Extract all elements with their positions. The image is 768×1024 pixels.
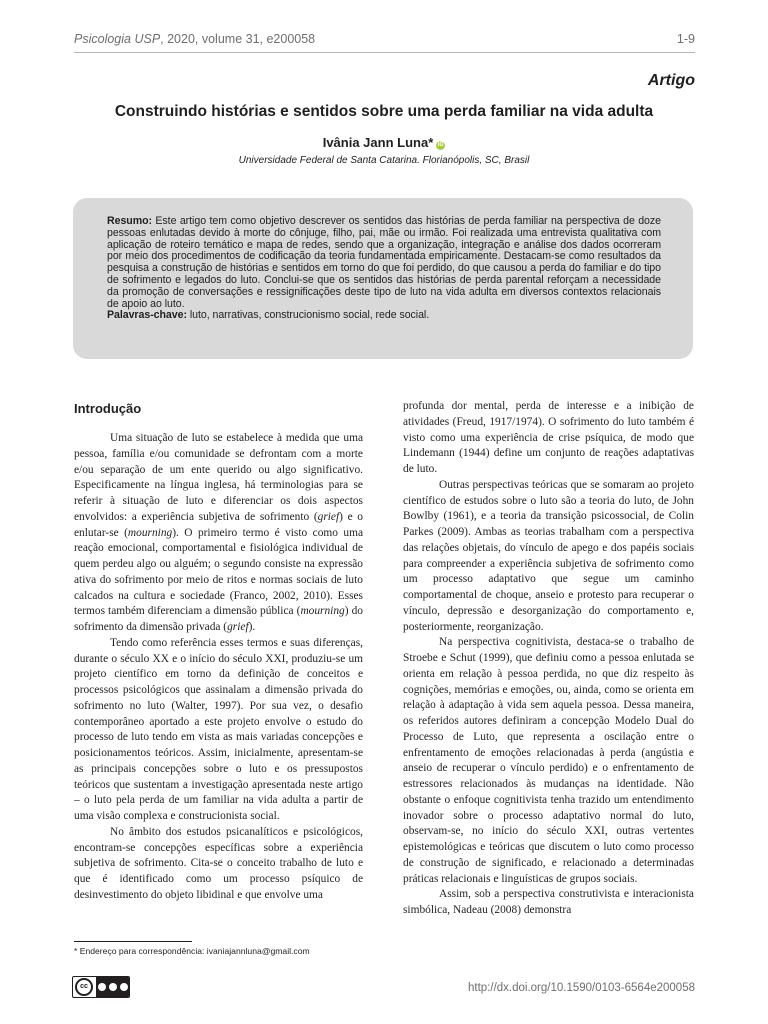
text-run: Uma situação de luto se estabelece à medida que uma pessoa, família e/ou comunidade se defrontam com a morte e/ou separação de um ente querido ou algo significativo. Especificamente na língua inglesa, há terminologias para se referir à situação de luto e diferenciar os dois aspectos envolvidos: a experiência subjetiva de sofrimento ( <box>74 432 363 523</box>
citation-details: , 2020, volume 31, e200058 <box>160 32 316 46</box>
page-range: 1-9 <box>676 32 695 46</box>
term-mourning: mourning <box>300 605 345 618</box>
nc-icon <box>109 983 117 991</box>
author-affiliation: Universidade Federal de Santa Catarina. Florianópolis, SC, Brasil <box>238 155 530 166</box>
nd-icon <box>120 983 128 991</box>
term-grief: grief <box>227 621 249 633</box>
abstract-body: Este artigo tem como objetivo descrever os sentidos das histórias de perda familiar na perspectiva de doze pessoas enlutadas devido à morte do cônjuge, filho, pai, mãe ou irmão. Foi realizada uma entrevista qualitativa com aplicação de roteiro temático e mapa de redes, sendo que a organização, integração e análise dos dados ocorreram por meio dos procedimentos de codificação da teoria fundamentada empiricamente. Destacam-se como resultados da pesquisa a construção de histórias e sentidos em torno do que foi perdido, do que causou a perda do familiar e do tipo de sofrimento e legados do luto. Conclui-se que os sentidos das histórias de perda parental reforçam a necessidade da promoção de conversações e ressignificações deste tipo de luto na vida adulta em diversos contextos relacionais de apoio ao luto. <box>107 215 661 310</box>
term-grief: grief <box>317 510 340 523</box>
by-icon <box>98 983 106 991</box>
author-name: Ivânia Jann Luna* <box>322 135 434 150</box>
journal-name: Psicologia USP <box>74 32 161 46</box>
cc-logo: cc <box>75 978 93 996</box>
abstract-label: Resumo: <box>107 215 152 227</box>
abstract-box <box>73 198 693 359</box>
footnote-rule <box>74 941 192 942</box>
paragraph: Outras perspectivas teóricas que se somaram ao projeto científico de estudos sobre o luto são a teoria do luto, de John Bowlby (1961), e a teoria da transição psicossocial, de Colin Parkes (2009). Ambas as teorias trabalham com a perspectiva das relações objetais, do vínculo de apego e dos papéis sociais para compreender a experiência subjetiva de sofrimento como um processo adaptativo que segue um caminho comportamental de choque, anseio e protesto para recuperar o vínculo, depressão e desorganização do comportamento e, posteriormente, reorganização. <box>403 478 694 633</box>
text-run: ). <box>248 621 256 633</box>
running-header-citation <box>74 32 315 46</box>
text-run: ). O primeiro termo é visto como uma reação emocional, comportamental e fisiológica individual de quem perdeu algo ou alguém; o segundo consiste na expressão ativa do sofrimento por meio de ritos e normas sociais de luto calcados na cultura e sociedade (Franco, 2002, 2010). Esses termos também diferenciam a dimensão pública ( <box>74 526 363 618</box>
header-rule <box>74 52 695 53</box>
keywords-list: luto, narrativas, construcionismo social, rede social. <box>186 309 430 322</box>
paragraph: No âmbito dos estudos psicanalíticos e psicológicos, encontram-se concepções específicas sobre a experiência subjetiva de sofrimento. Cita-se o conceito trabalho de luto e que é identificado como um processo psíquico de desinvestimento do objeto libidinal e que envolve uma <box>74 825 363 901</box>
paragraph: profunda dor mental, perda de interesse e a inibição de atividades (Freud, 1917/1974). O sofrimento do luto também é visto como uma experiência de crise psíquica, de modo que Lindemann (1944) define um conjunto de reações adaptativas de luto. <box>403 400 694 475</box>
cc-by-nc-nd-icon[interactable] <box>72 976 130 998</box>
article-title: Construindo histórias e sentidos sobre uma perda familiar na vida adulta <box>114 103 654 120</box>
orcid-icon[interactable]: iD <box>437 142 444 148</box>
right-column <box>403 399 694 919</box>
abstract-text <box>107 216 661 310</box>
author-line <box>0 135 768 150</box>
paragraph: Na perspectiva cognitivista, destaca-se o trabalho de Stroebe e Schut (1999), que definiu como a pessoa enlutada se orienta em relação à pessoa perdida, no que diz respeito às cognições, memórias e emoções, ou, ainda, como se orienta em relação à adaptação à vida sem aquela pessoa. Dessa maneira, os referidos autores definiram a concepção Modelo Dual do Processo de Luto, que representa a oscilação entre o enfrentamento de emoções relacionadas à perda (angústia e anseio de recuperar o vínculo perdido) e o enfrentamento de estressores relacionados às mudanças na identidade. Não obstante o enfoque cognitivista tenha trazido um entendimento inovador sobre o processo adaptativo normal do luto, observam-se, no início do século XXI, outras vertentes epistemológicas e teóricas que discutem o luto como processo de construção de significado, e relacionado a determinadas práticas relacionais e linguísticas de grupos sociais. <box>403 636 694 885</box>
text-run: ) e o enlutar-se ( <box>74 510 363 539</box>
paragraph: Assim, sob a perspectiva construtivista e interacionista simbólica, Nadeau (2008) demonstra <box>403 888 694 916</box>
keywords <box>107 310 661 322</box>
paragraph <box>74 431 363 636</box>
section-heading-introduction: Introdução <box>74 401 142 416</box>
text-run: ) do sofrimento da dimensão privada ( <box>74 605 363 633</box>
correspondence-footnote: * Endereço para correspondência: ivaniajannluna@gmail.com <box>74 946 310 956</box>
paragraph: Tendo como referência esses termos e suas diferenças, durante o século XX e o início do século XXI, produziu-se um projeto científico em torno da definição de conceitos e processos psicológicos que assinalam a dimensão privada do sofrimento no luto (Walter, 1997). Por sua vez, o desafio contemporâneo aportado a este projeto envolve o estudo do processo de luto tendo em vista as mais variadas concepções e posicionamentos teóricos. Assim, inicialmente, apresentam-se as principais concepções sobre o luto e os pressupostos teóricos que sustentam a investigação apresentada neste artigo – o luto pela perda de um familiar na vida adulta a partir de uma visão complexa e construcionista social. <box>74 636 363 822</box>
left-column <box>74 431 363 904</box>
doi-link[interactable]: http://dx.doi.org/10.1590/0103-6564e200058 <box>468 982 695 994</box>
license-strip <box>96 977 129 997</box>
keywords-label: Palavras-chave: <box>107 309 187 322</box>
article-type: Artigo <box>647 72 695 89</box>
term-mourning: mourning <box>127 526 173 539</box>
